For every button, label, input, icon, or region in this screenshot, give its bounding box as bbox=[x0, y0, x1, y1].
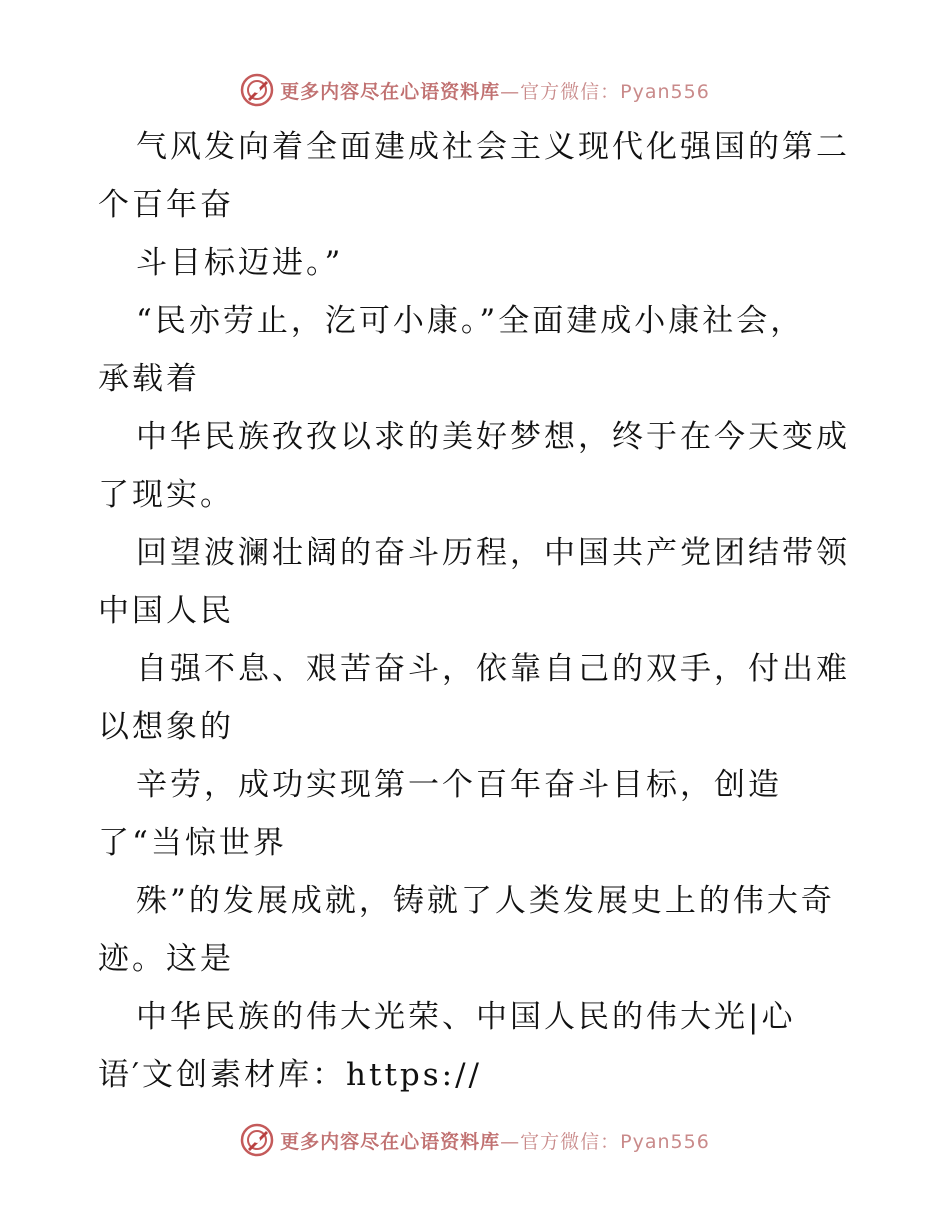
text-line: 斗目标迈进。” bbox=[136, 245, 344, 281]
header-watermark bbox=[0, 70, 950, 110]
text-line: 殊”的发展成就，铸就了人类发展史上的伟大奇 bbox=[136, 883, 835, 919]
header-watermark-text: 更多内容尽在心语资料库—官方微信：Pyan556 bbox=[280, 80, 710, 103]
text-line: 了现实。 bbox=[98, 477, 234, 513]
text-line: 回望波澜壮阔的奋斗历程，中国共产党团结带领 bbox=[136, 535, 850, 571]
text-line: 中华民族的伟大光荣、中国人民的伟大光|心 bbox=[136, 999, 796, 1035]
text-line: 语′文创素材库：https:// bbox=[98, 1057, 483, 1093]
text-line: 承载着 bbox=[98, 361, 200, 397]
footer-watermark-text: 更多内容尽在心语资料库—官方微信：Pyan556 bbox=[280, 1130, 710, 1153]
pen-logo-icon bbox=[240, 73, 274, 107]
text-line: 气风发向着全面建成社会主义现代化强国的第二 bbox=[136, 129, 850, 165]
text-line: 中华民族孜孜以求的美好梦想，终于在今天变成 bbox=[136, 419, 850, 455]
text-line: 迹。这是 bbox=[98, 941, 234, 977]
footer-watermark bbox=[0, 1120, 950, 1160]
text-line: 自强不息、艰苦奋斗，依靠自己的双手，付出难 bbox=[136, 651, 850, 687]
text-line: “民亦劳止，汔可小康。”全面建成小康社会， bbox=[136, 303, 805, 339]
text-line: 辛劳，成功实现第一个百年奋斗目标，创造 bbox=[136, 767, 782, 803]
text-line: 中国人民 bbox=[98, 593, 234, 629]
text-line: 个百年奋 bbox=[98, 187, 234, 223]
text-line: 以想象的 bbox=[98, 709, 234, 745]
text-line: 了“当惊世界 bbox=[98, 825, 287, 861]
pen-logo-icon bbox=[240, 1123, 274, 1157]
document-body bbox=[98, 118, 858, 1104]
